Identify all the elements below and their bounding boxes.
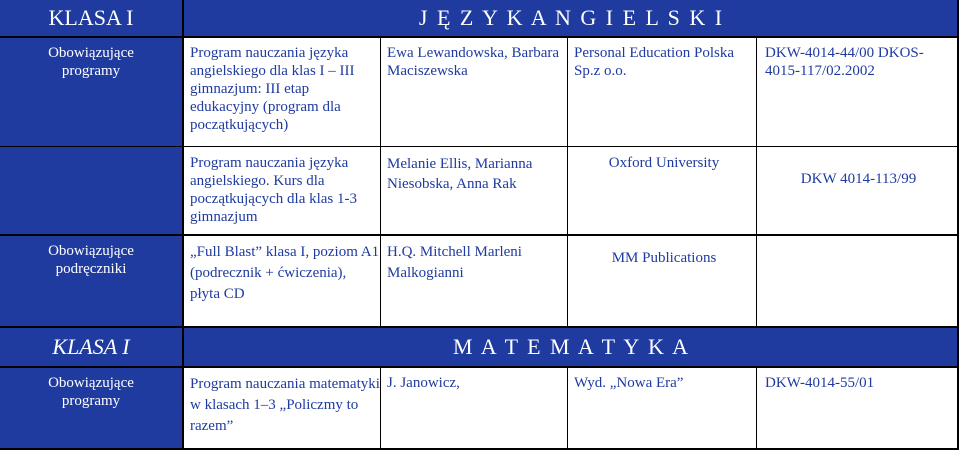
row-divider <box>0 326 959 328</box>
program-title: Program nauczania matematyki w klasach 1–3 „Policzmy to razem” <box>190 376 380 434</box>
column-divider <box>380 366 381 450</box>
textbook-authors: H.Q. Mitchell Marleni Malkogianni <box>387 244 522 281</box>
section1-subject-heading: J Ę Z Y K A N G I E L S K I <box>184 0 959 36</box>
textbooks-label-text: Obowiązujące podręczniki <box>48 243 134 277</box>
program-publisher: Oxford University <box>608 155 720 171</box>
program-publisher: Wyd. „Nowa Era” <box>574 375 684 391</box>
row-divider <box>0 366 959 368</box>
row-divider <box>0 234 959 236</box>
program-approval-number: DKW-4014-44/00 DKOS-4015-117/02.2002 <box>765 45 924 79</box>
section2-class-heading: KLASA I <box>0 328 182 366</box>
column-divider <box>182 0 184 450</box>
program-approval-number: DKW-4014-55/01 <box>765 375 875 391</box>
section2-subject-heading: M A T E M A T Y K A <box>184 328 959 366</box>
column-divider <box>756 36 757 326</box>
column-divider <box>380 36 381 326</box>
column-divider <box>567 36 568 326</box>
program-title: Program nauczania języka angielskiego. Kurs dla początkujących dla klas 1-3 gimnazjum <box>190 155 358 225</box>
program-authors: J. Janowicz, <box>387 375 460 391</box>
program-title: Program nauczania języka angielskiego dla klas I – III gimnazjum: III etap edukacyjny (program dla początkujących) <box>190 45 355 133</box>
column-divider <box>756 366 757 450</box>
section2-programs-label <box>0 368 182 450</box>
column-divider <box>567 366 568 450</box>
program-authors: Ewa Lewandowska, Barbara Maciszewska <box>387 45 560 79</box>
program-approval-number: DKW 4014-113/99 <box>800 171 917 187</box>
section1-textbooks-label <box>0 236 182 326</box>
section1-programs-label <box>0 38 182 234</box>
row-divider <box>0 36 959 38</box>
programs-label-text: Obowiązujące programy <box>48 45 134 79</box>
row-divider <box>0 146 959 147</box>
program-publisher: Personal Education Polska Sp.z o.o. <box>574 45 734 79</box>
program-authors: Melanie Ellis, Marianna Niesobska, Anna Rak <box>387 156 533 192</box>
textbook-publisher: MM Publications <box>611 250 717 266</box>
section1-class-heading: KLASA I <box>0 0 182 36</box>
programs-label-text: Obowiązujące programy <box>48 375 134 409</box>
textbook-title: „Full Blast” klasa I, poziom A1 (podrecznik + ćwiczenia), płyta CD <box>190 244 380 302</box>
textbook-approval-number <box>765 249 955 269</box>
